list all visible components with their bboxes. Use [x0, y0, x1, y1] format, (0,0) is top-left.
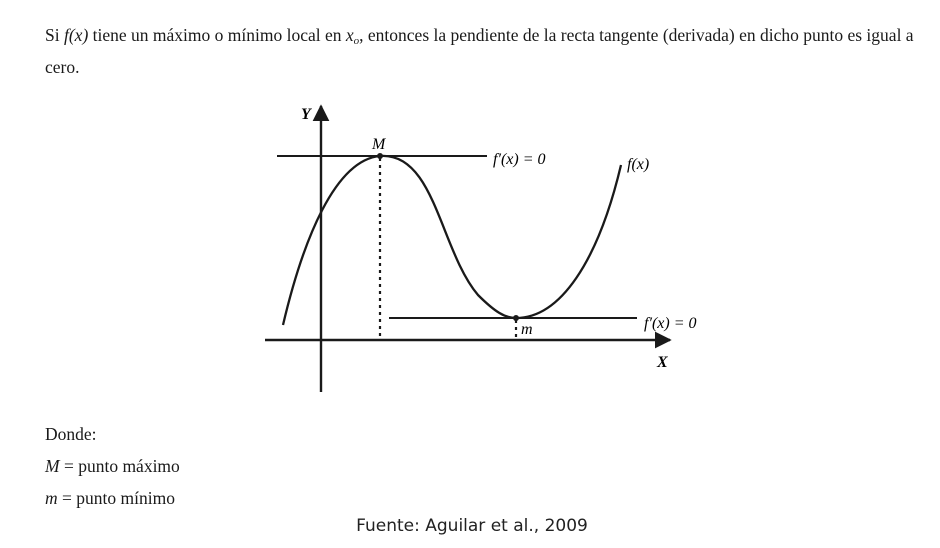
intro-text-mid: tiene un máximo o mínimo local en [88, 25, 346, 45]
tangent-label-bottom: f′(x) = 0 [644, 315, 697, 332]
max-label: M [372, 136, 386, 153]
definitions-heading: Donde: [45, 424, 97, 444]
definition-min-symbol: m [45, 488, 58, 508]
max-point [377, 153, 383, 159]
definition-max-eq: = [59, 456, 79, 476]
y-axis-label: Y [301, 106, 311, 123]
definition-max-text: punto máximo [78, 456, 180, 476]
figure-caption: Fuente: Aguilar et al., 2009 [356, 516, 588, 536]
definition-max [45, 456, 180, 477]
intro-x-subscript: o [353, 35, 360, 47]
intro-x: x [345, 25, 354, 45]
intro-fx: f(x) [63, 25, 89, 45]
definition-min-eq: = [57, 488, 77, 508]
intro-text-lead: Si [45, 25, 64, 45]
function-curve [283, 156, 621, 325]
curve-label: f(x) [627, 156, 650, 173]
min-label: m [521, 321, 533, 338]
definition-max-symbol: M [45, 456, 60, 476]
intro-text-rest: , entonces la pendiente de la recta tangente (derivada) en dicho punto es igual a cero. [45, 25, 914, 77]
definition-min-text: punto mínimo [76, 488, 175, 508]
min-point [513, 315, 519, 321]
definition-min [45, 488, 175, 509]
x-axis-label: X [657, 354, 668, 371]
tangent-label-top: f′(x) = 0 [493, 151, 546, 168]
